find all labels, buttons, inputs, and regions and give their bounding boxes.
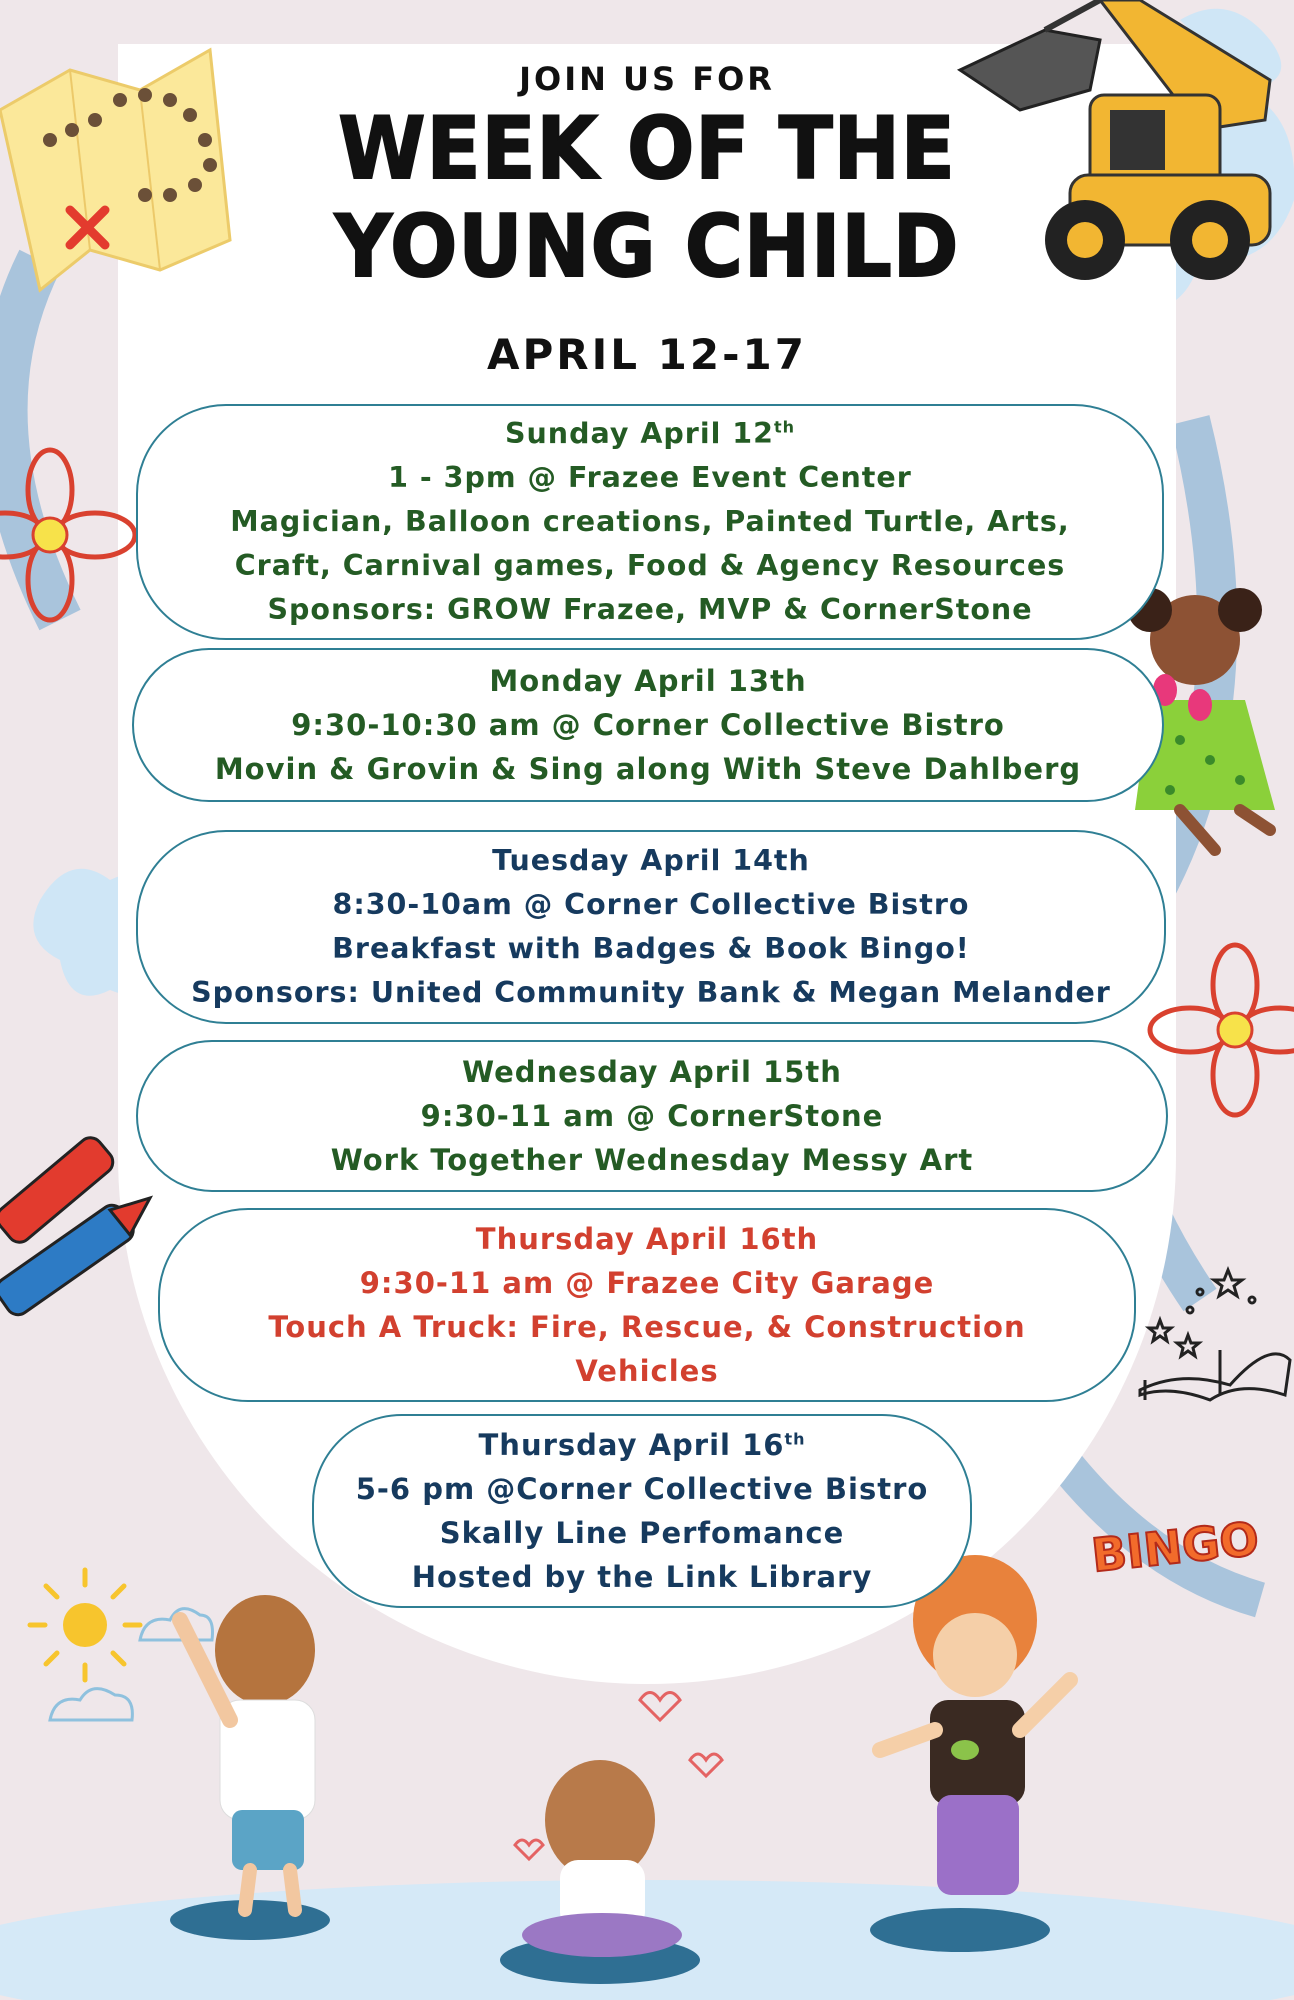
event-line: Magician, Balloon creations, Painted Turtle, Arts, xyxy=(230,505,1070,538)
event-line: Breakfast with Badges & Book Bingo! xyxy=(332,932,970,965)
event-day: Tuesday April 14th xyxy=(492,844,810,877)
kicker-text: JOIN US FOR xyxy=(519,60,775,98)
event-line: Movin & Grovin & Sing along With Steve Dahlberg xyxy=(214,752,1082,786)
event-line: 5-6 pm @Corner Collective Bistro xyxy=(355,1472,929,1506)
event-line: Hosted by the Link Library xyxy=(411,1560,873,1594)
bingo-text: BINGO xyxy=(1089,1511,1262,1583)
event-line: 1 - 3pm @ Frazee Event Center xyxy=(388,461,912,494)
event-line: Craft, Carnival games, Food & Agency Resources xyxy=(234,549,1066,582)
event-card-sunday xyxy=(136,404,1164,640)
event-card-tuesday xyxy=(136,830,1166,1024)
event-day: Monday April 13th xyxy=(489,664,807,698)
event-day: Thursday April 16th xyxy=(478,1428,806,1462)
title-line-2: YOUNG CHILD xyxy=(334,197,960,297)
bingo-sign xyxy=(1070,1505,1280,1585)
event-day: Sunday April 12th xyxy=(504,417,796,450)
event-title xyxy=(52,100,1242,296)
event-day: Wednesday April 15th xyxy=(462,1055,842,1089)
event-line: 8:30-10am @ Corner Collective Bistro xyxy=(332,888,970,921)
event-line: 9:30-10:30 am @ Corner Collective Bistro xyxy=(291,708,1005,742)
event-line: Sponsors: United Community Bank & Megan Melander xyxy=(191,976,1111,1009)
open-book-icon xyxy=(1140,1270,1290,1400)
event-line: 9:30-11 am @ Frazee City Garage xyxy=(359,1266,935,1300)
event-day: Thursday April 16th xyxy=(475,1222,819,1256)
event-card-thursday-evening xyxy=(312,1414,972,1608)
flower-icon-right xyxy=(1150,945,1294,1115)
event-line: Touch A Truck: Fire, Rescue, & Construction xyxy=(268,1310,1026,1344)
child-sitting-icon xyxy=(515,1693,722,1958)
child-drawing-icon xyxy=(180,1595,315,1910)
event-line: Sponsors: GROW Frazee, MVP & CornerStone xyxy=(267,593,1033,626)
child-painting-icon xyxy=(880,1555,1070,1895)
event-line: Skally Line Perfomance xyxy=(439,1516,845,1550)
event-line: 9:30-11 am @ CornerStone xyxy=(420,1099,884,1133)
flower-icon-left xyxy=(0,450,135,620)
event-dates: APRIL 12-17 xyxy=(487,330,807,379)
event-card-thursday-morning xyxy=(158,1208,1136,1402)
event-line: Vehicles xyxy=(575,1354,719,1388)
crayons-icon xyxy=(0,1133,150,1320)
event-card-monday xyxy=(132,648,1164,802)
event-card-wednesday xyxy=(136,1040,1168,1192)
sun-icon xyxy=(30,1570,140,1680)
title-line-1: WEEK OF THE xyxy=(338,99,956,199)
event-line: Work Together Wednesday Messy Art xyxy=(330,1143,974,1177)
